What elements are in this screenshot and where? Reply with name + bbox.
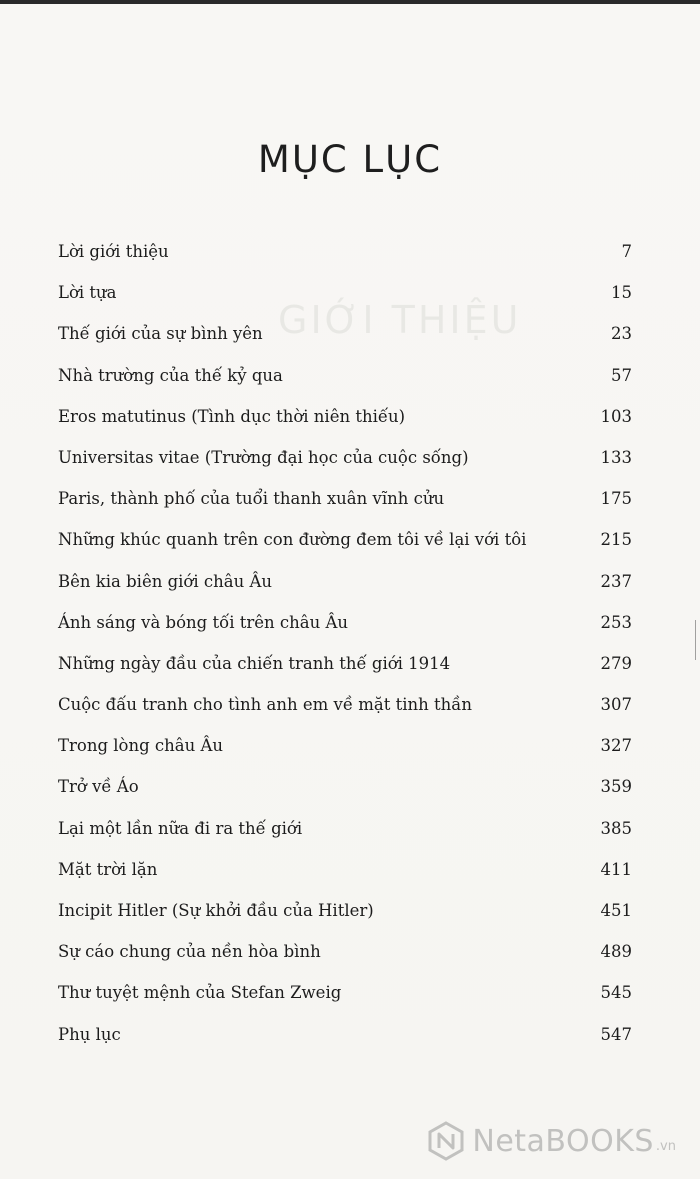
toc-entry-title: Bên kia biên giới châu Âu — [58, 571, 273, 591]
toc-entry — [58, 773, 632, 814]
toc-entry-title: Trở về Áo — [58, 777, 139, 797]
toc-entry — [58, 1021, 632, 1062]
top-edge-rule — [0, 0, 700, 4]
toc-entry-title: Lại một lần nữa đi ra thế giới — [58, 818, 303, 838]
toc-entry — [58, 979, 632, 1020]
toc-entry-page-number: 215 — [600, 530, 632, 550]
toc-entry — [58, 320, 632, 361]
toc-entry-title: Những khúc quanh trên con đường đem tôi về lại với tôi — [58, 530, 527, 550]
toc-entry-title: Ánh sáng và bóng tối trên châu Âu — [58, 612, 349, 632]
toc-entry-page-number: 23 — [611, 324, 632, 344]
toc-entry-title: Phụ lục — [58, 1024, 121, 1044]
show-through-text: GIỚI THIỆU — [278, 298, 522, 342]
toc-entry — [58, 485, 632, 526]
toc-entry-page-number: 175 — [600, 489, 632, 509]
toc-entry — [58, 815, 632, 856]
toc-entry-page-number: 237 — [600, 571, 632, 591]
toc-entry-page-number: 57 — [611, 365, 632, 385]
toc-entry-page-number: 15 — [611, 283, 632, 303]
toc-entry-title: Những ngày đầu của chiến tranh thế giới 1914 — [58, 653, 451, 673]
toc-entry — [58, 444, 632, 485]
toc-entry — [58, 609, 632, 650]
toc-entry — [58, 362, 632, 403]
toc-entry-title: Sự cáo chung của nền hòa bình — [58, 942, 321, 962]
toc-entry-title: Trong lòng châu Âu — [58, 736, 224, 756]
toc-entry-title: Nhà trường của thế kỷ qua — [58, 365, 283, 385]
toc-entry-page-number: 359 — [600, 777, 632, 797]
toc-entry — [58, 568, 632, 609]
toc-entry — [58, 279, 632, 320]
page-edge-mark — [695, 620, 696, 660]
toc-entry-page-number: 103 — [600, 406, 632, 426]
page-title: MỤC LỤC — [257, 138, 443, 181]
toc-entry — [58, 650, 632, 691]
watermark-brand: NetaBOOKS — [472, 1123, 654, 1159]
netabooks-logo-icon — [426, 1121, 466, 1161]
toc-entry-page-number: 451 — [600, 901, 632, 920]
toc-entry-title: Lời giới thiệu — [58, 242, 169, 261]
toc-entry — [58, 403, 632, 444]
toc-entry-title: Lời tựa — [58, 283, 117, 303]
toc-entry-title: Paris, thành phố của tuổi thanh xuân vĩnh cửu — [58, 489, 445, 509]
toc-entry-page-number: 385 — [600, 818, 632, 838]
toc-entry-page-number: 327 — [600, 736, 632, 756]
toc-entry-page-number: 7 — [621, 242, 632, 261]
toc-entry-title: Thế giới của sự bình yên — [58, 324, 263, 344]
toc-entry — [58, 938, 632, 979]
toc-entry-page-number: 545 — [600, 983, 632, 1003]
toc-entry — [58, 238, 632, 279]
toc-entry-title: Eros matutinus (Tình dục thời niên thiếu) — [58, 406, 406, 426]
toc-entry-page-number: 307 — [600, 695, 632, 715]
toc-entry-page-number: 411 — [600, 859, 632, 879]
toc-entry-page-number: 253 — [600, 612, 632, 632]
toc-entry-page-number: 489 — [600, 942, 632, 962]
watermark-domain: .vn — [655, 1138, 676, 1154]
toc-entry — [58, 526, 632, 567]
toc-entry-title: Mặt trời lặn — [58, 859, 158, 879]
toc-entry-title: Incipit Hitler (Sự khởi đầu của Hitler) — [58, 901, 374, 920]
toc-entry — [58, 691, 632, 732]
toc-entry-page-number: 547 — [600, 1024, 632, 1044]
toc-entry-title: Cuộc đấu tranh cho tình anh em về mặt tinh thần — [58, 695, 472, 715]
toc-entry — [58, 732, 632, 773]
watermark — [426, 1121, 676, 1161]
toc-entry — [58, 897, 632, 938]
toc-entry-page-number: 133 — [600, 447, 632, 467]
toc-entry-page-number: 279 — [600, 653, 632, 673]
table-of-contents — [58, 238, 632, 1062]
toc-entry-title: Thư tuyệt mệnh của Stefan Zweig — [58, 983, 342, 1003]
toc-entry — [58, 856, 632, 897]
toc-entry-title: Universitas vitae (Trường đại học của cuộc sống) — [58, 447, 469, 467]
